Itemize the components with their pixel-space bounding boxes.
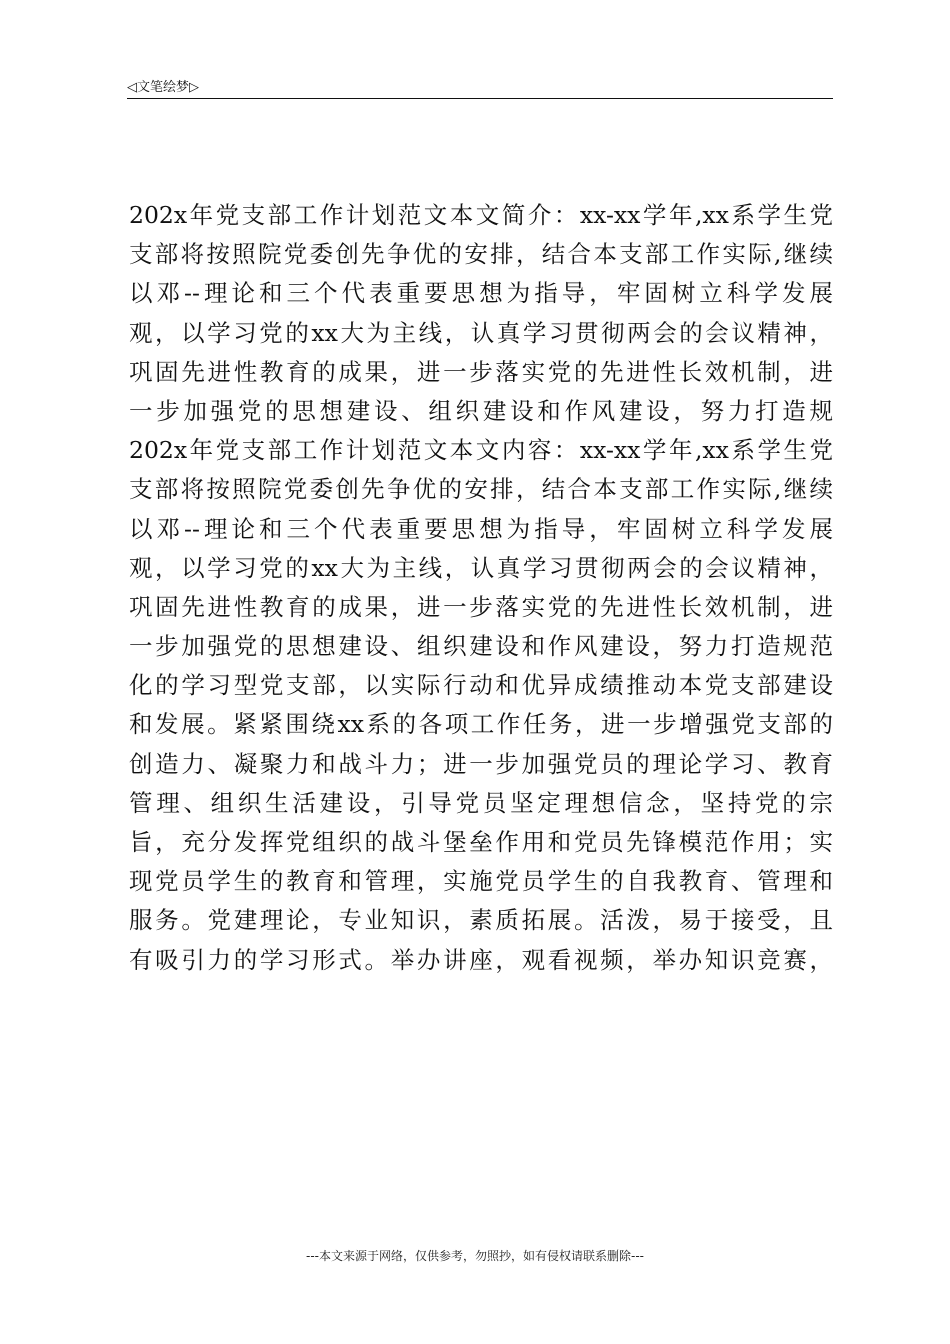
body-line: 现党员学生的教育和管理，实施党员学生的自我教育、管理和 <box>129 867 833 896</box>
body-line: 巩固先进性教育的成果，进一步落实党的先进性长效机制，进 <box>129 592 833 621</box>
document-body <box>129 196 833 980</box>
body-line: 管理、组织生活建设，引导党员坚定理想信念，坚持党的宗 <box>129 788 833 817</box>
body-line: 一步加强党的思想建设、组织建设和作风建设，努力打造规 <box>129 396 833 425</box>
page-footer-notice: ---本文来源于网络，仅供参考，勿照抄，如有侵权请联系删除--- <box>306 1249 644 1263</box>
body-line: 创造力、凝聚力和战斗力；进一步加强党员的理论学习、教育 <box>129 749 833 778</box>
body-line: 支部将按照院党委创先争优的安排，结合本支部工作实际,继续 <box>129 240 833 269</box>
body-line: 化的学习型党支部，以实际行动和优异成绩推动本党支部建设 <box>129 671 833 700</box>
header-brand-label: ◁文笔绘梦▷ <box>127 80 199 95</box>
body-line: 巩固先进性教育的成果，进一步落实党的先进性长效机制，进 <box>129 357 833 386</box>
body-line: 服务。党建理论，专业知识，素质拓展。活泼，易于接受，且 <box>129 906 833 935</box>
page-header <box>127 74 833 99</box>
body-line: 观，以学习党的xx大为主线，认真学习贯彻两会的会议精神， <box>129 553 833 582</box>
body-line: 有吸引力的学习形式。举办讲座，观看视频，举办知识竞赛， <box>129 945 833 974</box>
body-line: 202x年党支部工作计划范文本文简介：xx-xx学年,xx系学生党 <box>129 201 833 229</box>
body-line: 一步加强党的思想建设、组织建设和作风建设，努力打造规范 <box>129 632 833 661</box>
body-line: 以邓--理论和三个代表重要思想为指导，牢固树立科学发展 <box>129 514 833 543</box>
body-line: 旨，充分发挥党组织的战斗堡垒作用和党员先锋模范作用；实 <box>129 828 833 856</box>
body-line: 202x年党支部工作计划范文本文内容：xx-xx学年,xx系学生党 <box>129 436 833 465</box>
body-line: 观，以学习党的xx大为主线，认真学习贯彻两会的会议精神， <box>129 318 833 347</box>
body-line: 和发展。紧紧围绕xx系的各项工作任务，进一步增强党支部的 <box>129 710 833 739</box>
body-line: 以邓--理论和三个代表重要思想为指导，牢固树立科学发展 <box>129 279 833 308</box>
body-line: 支部将按照院党委创先争优的安排，结合本支部工作实际,继续 <box>129 475 833 504</box>
